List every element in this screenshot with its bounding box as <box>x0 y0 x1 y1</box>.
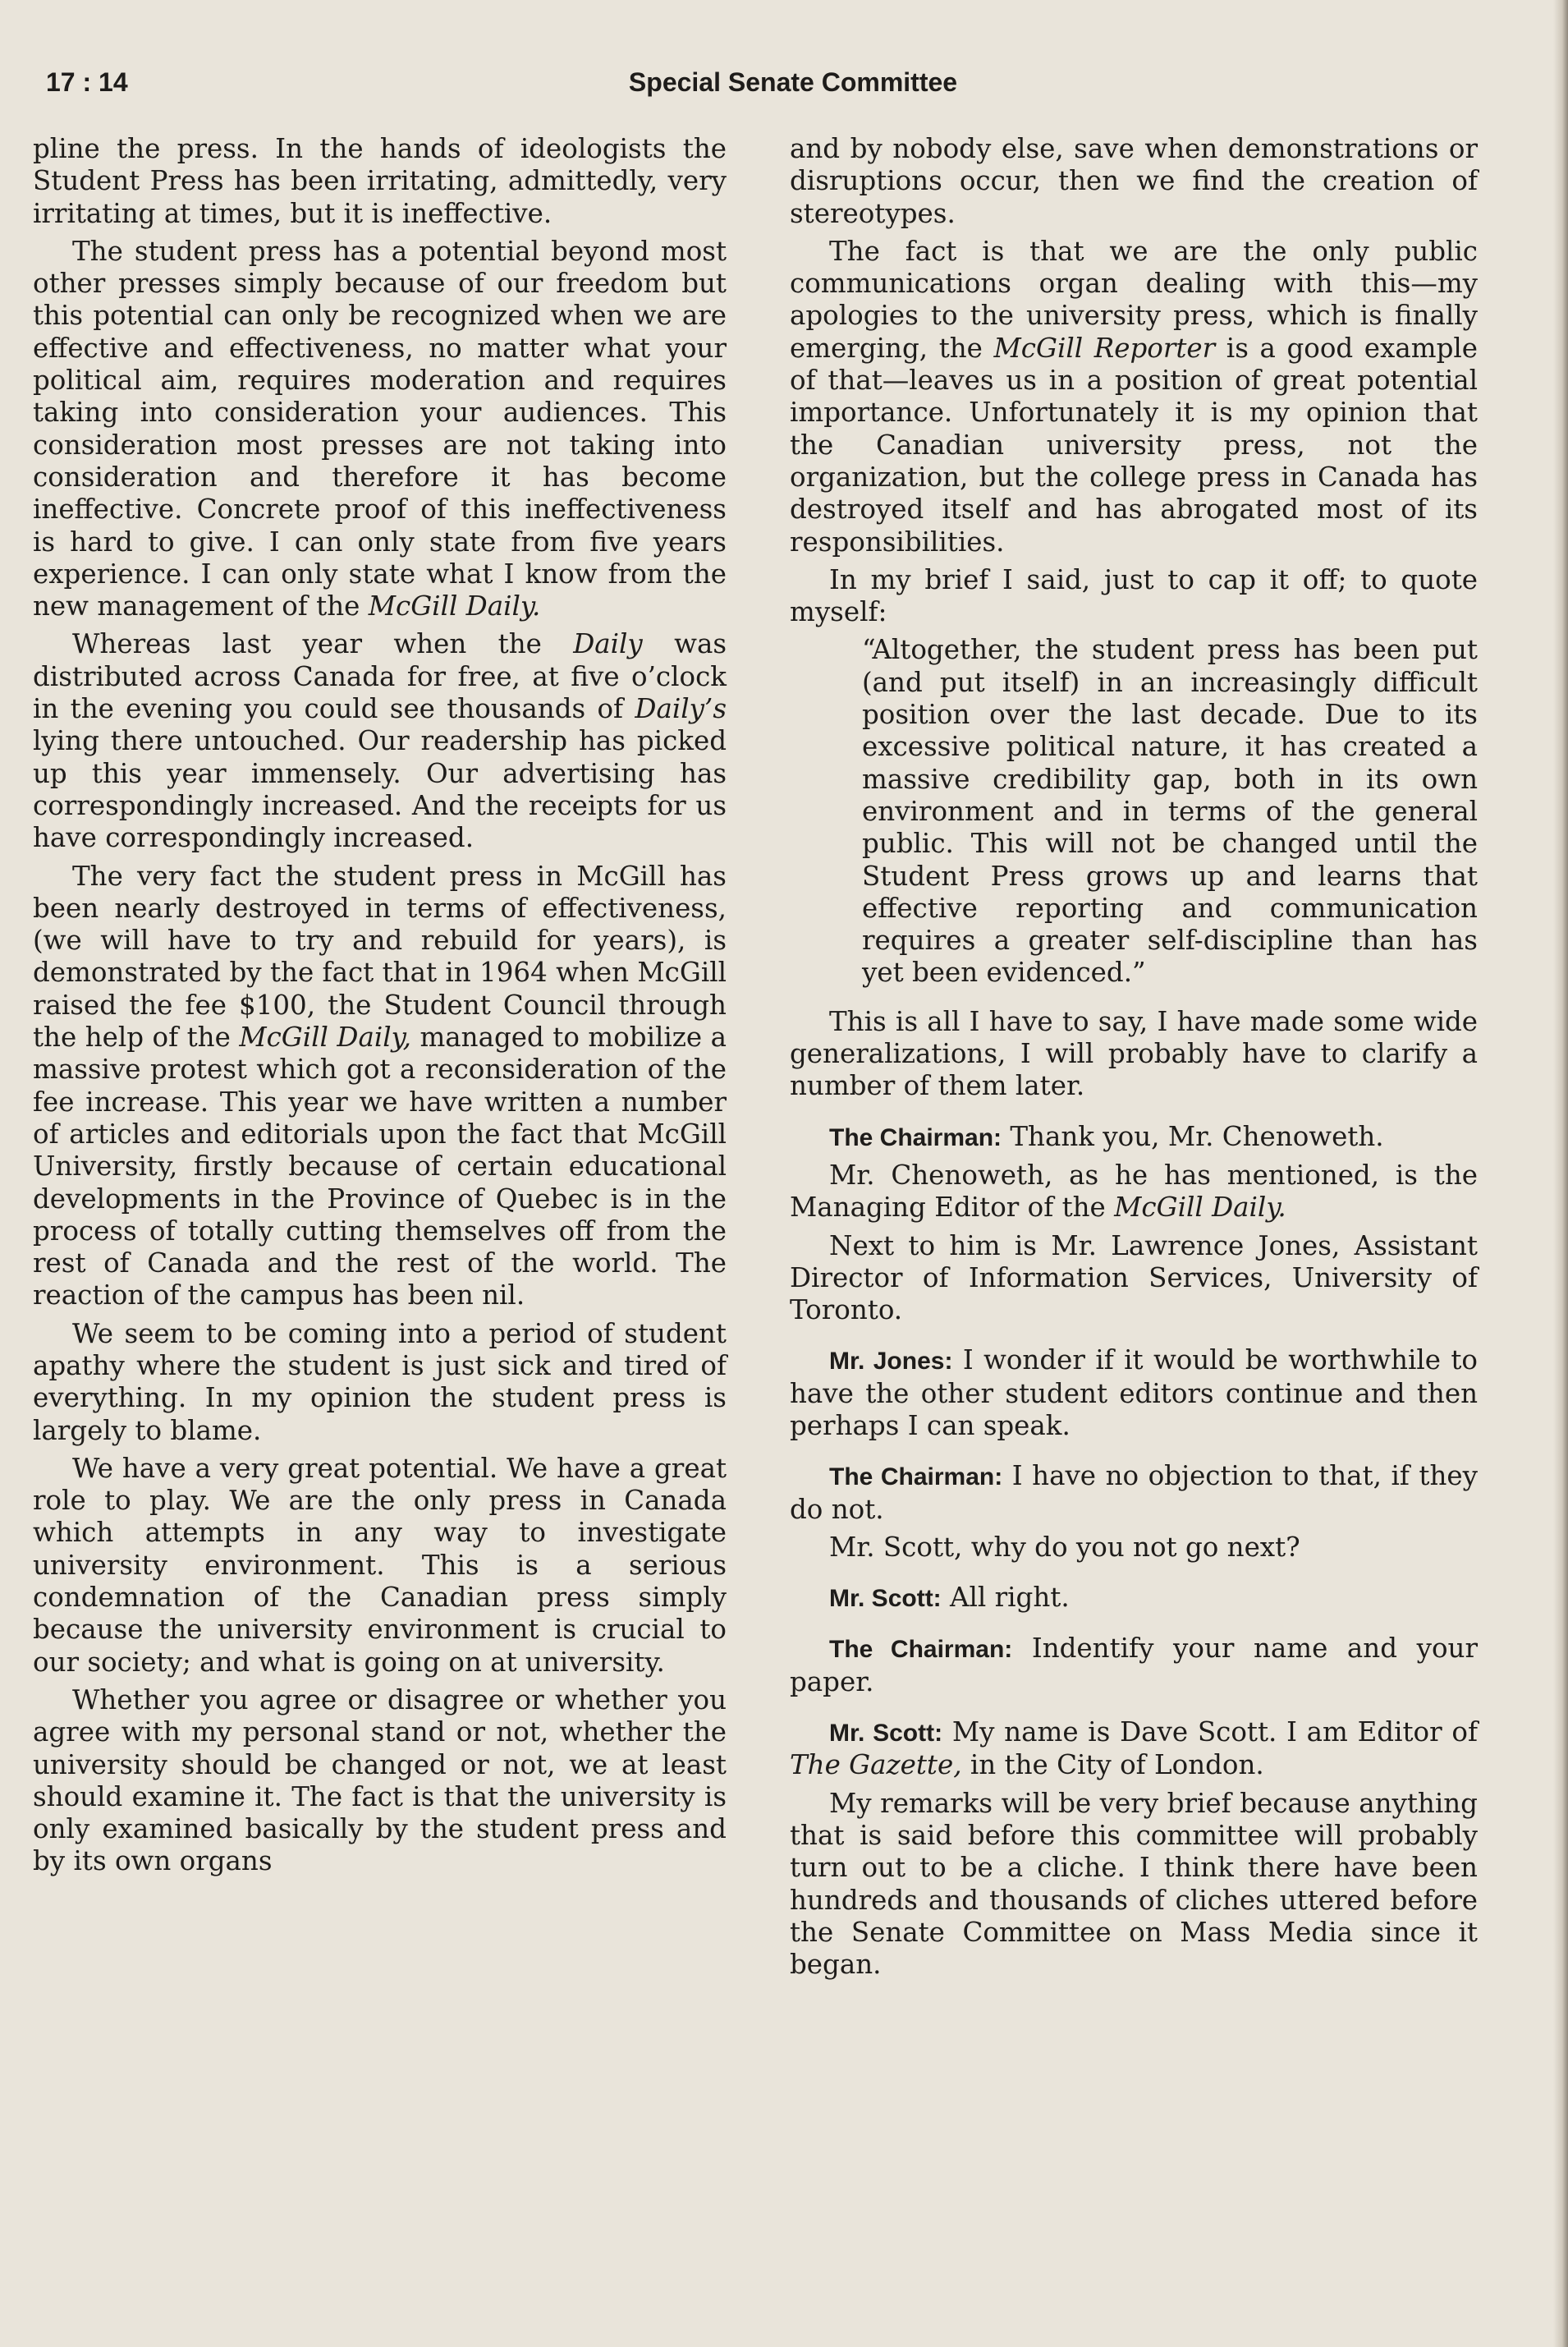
paragraph: We seem to be coming into a period of student apathy where the student is just sick and tired of everything. In my opinion the student press is largely to blame. <box>33 1317 727 1446</box>
text-run: Thank you, Mr. Chenoweth. <box>1002 1120 1384 1152</box>
text-run: All right. <box>941 1582 1070 1614</box>
speaker-name: Mr. Scott: <box>829 1720 943 1748</box>
paragraph: My remarks will be very brief because anything that is said before this committee will probably turn out to be a cliche. I think there have been hundreds and thousands of cliches uttered before the Senate Committee on Mass Media since it began. <box>790 1787 1478 1981</box>
text-run: in the City of London. <box>961 1749 1264 1781</box>
right-column <box>790 133 1478 1986</box>
italic-title: Daily <box>573 628 643 660</box>
paragraph: Next to him is Mr. Lawrence Jones, Assistant Director of Information Services, University of Toronto. <box>790 1229 1478 1326</box>
page-number: 17 : 14 <box>46 67 128 97</box>
speaker-paragraph <box>790 1121 1478 1154</box>
paragraph <box>790 236 1478 558</box>
italic-title: McGill Reporter <box>993 332 1216 364</box>
running-title: Special Senate Committee <box>628 67 958 97</box>
page-header <box>46 67 1491 103</box>
paragraph: and by nobody else, save when demonstrations or disruptions occur, then we find the creation of stereotypes. <box>790 133 1478 229</box>
paragraph <box>33 628 727 854</box>
paragraph <box>33 236 727 623</box>
text-run: I wonder if it would be worthwhile to have the other student editors continue and then perhaps I can speak. <box>790 1344 1478 1441</box>
speaker-name: Mr. Scott: <box>829 1585 942 1613</box>
italic-title: McGill Daily. <box>368 590 541 622</box>
paragraph: Mr. Scott, why do you not go next? <box>829 1531 1300 1563</box>
speaker-paragraph <box>790 1582 1478 1614</box>
text-run: managed to mobilize a massive protest which got a reconsideration of the fee increase. This year we have written a number of articles and editorials upon the fact that McGill University, firstly because of certain educational developments in the Province of Quebec is in the process of totally cutting themselves off from the rest of Canada and the rest of the world. The reaction of the campus has been nil. <box>33 1022 727 1311</box>
paragraph <box>33 861 727 1312</box>
italic-title: The Gazette, <box>790 1749 962 1781</box>
text-run: The very fact the student press in McGill has been nearly destroyed in terms of effectiveness, (we will have to try and rebuild for years), is demonstrated by the fact that in 1964 when McGill raised the fee $100, the Student Council through the help of the <box>33 860 727 1054</box>
paragraph <box>790 1160 1478 1224</box>
paragraph: Whether you agree or disagree or whether you agree with my personal stand or not, whether the university should be changed or not, we at least should examine it. The fact is that the university is only examined basically by the student press and by its own organs <box>33 1683 727 1877</box>
speaker-name: Mr. Jones: <box>829 1348 953 1376</box>
text-run: I have no objection to that, if they do not. <box>790 1460 1478 1525</box>
paragraph: We have a very great potential. We have a great role to play. We are the only press in Canada which attempts in any way to investigate university environment. This is a serious condemnation of the Canadian press simply because the university environment is crucial to our society; and what is going on at university. <box>33 1452 727 1678</box>
text-run: Whereas last year when the <box>72 628 574 660</box>
text-run: The student press has a potential beyond most other presses simply because of our freedom but this potential can only be recognized when we are effective and effectiveness, no matter what your political aim, requires moderation and requires taking into consideration your audiences. This consideration most presses are not taking into consideration and therefore it has become ineffective. Concrete proof of this ineffectiveness is hard to give. I can only state from five years experience. I can only state what I know from the new management of the <box>33 235 727 622</box>
italic-title: McGill Daily, <box>239 1022 412 1054</box>
text-run: was distributed across Canada for free, at five o’clock in the evening you could see thousands of <box>33 628 727 725</box>
speaker-paragraph <box>790 1716 1478 1782</box>
block-quote: “Altogether, the student press has been put (and put itself) in an increasingly difficult position over the last decade. Due to its excessive political nature, it has created a massive credibility gap, both in its own environment and in terms of the general public. This will not be changed until the Student Press grows up and learns that effective reporting and communication requires a greater self-discipline than has yet been evidenced.” <box>862 634 1478 989</box>
paragraph: In my brief I said, just to cap it off; to quote myself: <box>790 563 1478 628</box>
speaker-name: The Chairman: <box>829 1636 1013 1664</box>
left-column <box>33 133 727 1884</box>
speaker-name: The Chairman: <box>829 1463 1003 1491</box>
speaker-name: The Chairman: <box>829 1123 1002 1151</box>
text-run: My name is Dave Scott. I am Editor of <box>942 1716 1478 1748</box>
text-run: lying there untouched. Our readership has picked up this year immensely. Our advertising has correspondingly increased. And the receipts for us have correspondingly increased. <box>33 725 727 854</box>
paragraph: This is all I have to say, I have made some wide generalizations, I will probably have to clarify a number of them later. <box>790 1005 1478 1102</box>
speaker-paragraph <box>790 1344 1478 1442</box>
paragraph: pline the press. In the hands of ideologists the Student Press has been irritating, admittedly, very irritating at times, but it is ineffective. <box>33 133 727 229</box>
page-edge <box>1553 0 1568 2347</box>
italic-title: Daily’s <box>635 693 727 725</box>
text-run: Mr. Chenoweth, as he has mentioned, is the Managing Editor of the <box>790 1159 1478 1224</box>
italic-title: McGill Daily. <box>1114 1192 1286 1224</box>
text-run: is a good example of that—leaves us in a position of great potential importance. Unfortunately it is my opinion that the Canadian university press, not the organization, but the college press in Canada has destroyed itself and has abrogated most of its responsibilities. <box>790 332 1478 558</box>
speaker-paragraph <box>790 1460 1478 1526</box>
text-run: Indentify your name and your paper. <box>790 1633 1479 1697</box>
speaker-paragraph <box>790 1633 1478 1698</box>
text-run: The fact is that we are the only public communications organ dealing with this—my apologies to the university press, which is finally emerging, the <box>790 235 1478 364</box>
